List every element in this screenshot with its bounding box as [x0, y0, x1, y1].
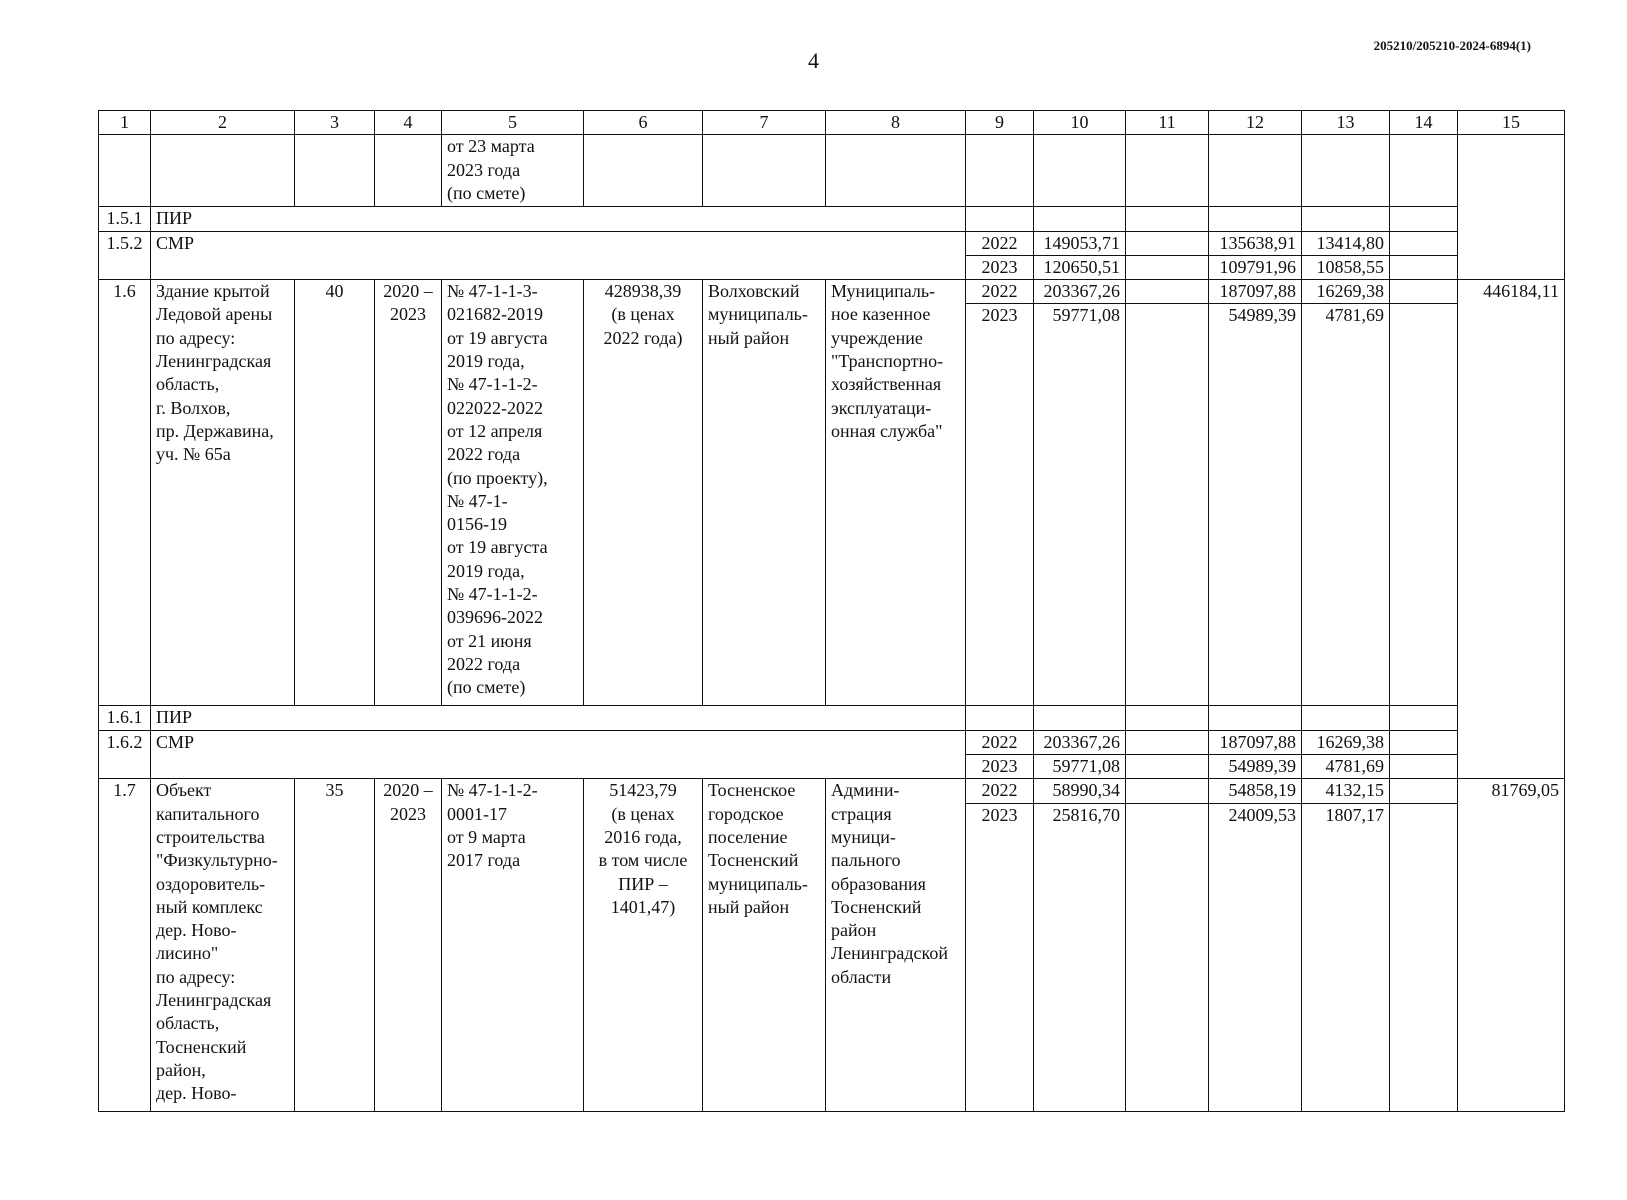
amount-cell: 54989,39 [1209, 755, 1302, 779]
expertise-conclusion-cell: № 47-1-1-3- 021682-2019 от 19 августа 2019 года, № 47-1-1-2- 022022-2022 от 12 апреля 2022 года (по проекту), № 47-1- 0156-19 от 19 августа 2019 года, № 47-1-1-2- 039696-2022 от 21 июня 2022 года (по смете) [442, 280, 584, 706]
municipality-cell: Волховский муниципаль- ный район [703, 280, 826, 706]
period-cell: 2020 – 2023 [375, 779, 442, 1111]
amount-cell: 13414,80 [1302, 231, 1390, 255]
amount-cell: 25816,70 [1034, 803, 1126, 1111]
capacity-cell: 40 [295, 280, 375, 706]
period-cell: 2020 – 2023 [375, 280, 442, 706]
amount-cell: 24009,53 [1209, 803, 1302, 1111]
row-number: 1.6 [99, 280, 151, 706]
header-cell: 14 [1390, 111, 1458, 135]
subitem-label: ПИР [151, 207, 966, 231]
header-cell: 2 [151, 111, 295, 135]
amount-cell: 187097,88 [1209, 280, 1302, 304]
amount-cell: 1807,17 [1302, 803, 1390, 1111]
header-cell: 12 [1209, 111, 1302, 135]
header-cell: 11 [1126, 111, 1209, 135]
header-cell: 3 [295, 111, 375, 135]
year-cell: 2022 [966, 779, 1034, 803]
amount-cell: 149053,71 [1034, 231, 1126, 255]
year-cell: 2022 [966, 280, 1034, 304]
header-cell: 15 [1458, 111, 1565, 135]
amount-cell: 4132,15 [1302, 779, 1390, 803]
total-cell [1458, 135, 1565, 280]
header-cell: 5 [442, 111, 584, 135]
total-cell: 81769,05 [1458, 779, 1565, 1111]
object-name-cell: Здание крытой Ледовой арены по адресу: Ленинградская область, г. Волхов, пр. Державина, уч. № 65а [151, 280, 295, 706]
year-cell: 2023 [966, 803, 1034, 1111]
table-row [99, 280, 1565, 304]
amount-cell: 187097,88 [1209, 730, 1302, 754]
table-row [99, 706, 1565, 730]
page-number: 4 [808, 48, 819, 73]
year-cell: 2023 [966, 755, 1034, 779]
amount-cell: 59771,08 [1034, 304, 1126, 706]
amount-cell: 59771,08 [1034, 755, 1126, 779]
table-row [99, 207, 1565, 231]
table-row [99, 779, 1565, 803]
amount-cell: 4781,69 [1302, 304, 1390, 706]
amount-cell: 10858,55 [1302, 255, 1390, 279]
amount-cell: 4781,69 [1302, 755, 1390, 779]
amount-cell: 109791,96 [1209, 255, 1302, 279]
expertise-conclusion-cell: от 23 марта 2023 года (по смете) [442, 135, 584, 207]
amount-cell: 54858,19 [1209, 779, 1302, 803]
year-cell: 2022 [966, 730, 1034, 754]
customer-cell: Админи- страция муници- пального образования Тосненский район Ленинградской области [826, 779, 966, 1111]
header-cell: 1 [99, 111, 151, 135]
year-cell: 2023 [966, 304, 1034, 706]
estimated-cost-cell: 51423,79 (в ценах 2016 года, в том числе ПИР – 1401,47) [584, 779, 703, 1111]
header-cell: 4 [375, 111, 442, 135]
subitem-label: СМР [151, 231, 966, 280]
year-cell: 2023 [966, 255, 1034, 279]
total-cell: 446184,11 [1458, 280, 1565, 779]
header-cell: 6 [584, 111, 703, 135]
amount-cell: 54989,39 [1209, 304, 1302, 706]
amount-cell: 16269,38 [1302, 280, 1390, 304]
program-table [98, 110, 1565, 1112]
subitem-label: ПИР [151, 706, 966, 730]
table-row [99, 135, 1565, 207]
amount-cell: 203367,26 [1034, 730, 1126, 754]
amount-cell: 135638,91 [1209, 231, 1302, 255]
header-cell: 7 [703, 111, 826, 135]
subitem-label: СМР [151, 730, 966, 779]
amount-cell: 203367,26 [1034, 280, 1126, 304]
header-cell: 10 [1034, 111, 1126, 135]
year-cell: 2022 [966, 231, 1034, 255]
estimated-cost-cell: 428938,39 (в ценах 2022 года) [584, 280, 703, 706]
capacity-cell: 35 [295, 779, 375, 1111]
object-name-cell: Объект капитального строительства "Физкультурно- оздоровитель- ный комплекс дер. Ново- лисино" по адресу: Ленинградская область, Тосненский район, дер. Ново- [151, 779, 295, 1111]
amount-cell: 58990,34 [1034, 779, 1126, 803]
row-number: 1.6.2 [99, 730, 151, 779]
table-row [99, 730, 1565, 754]
row-number: 1.5.1 [99, 207, 151, 231]
document-id: 205210/205210-2024-6894(1) [1373, 38, 1531, 53]
amount-cell: 120650,51 [1034, 255, 1126, 279]
customer-cell: Муниципаль- ное казенное учреждение "Транспортно- хозяйственная эксплуатаци- онная служба" [826, 280, 966, 706]
row-number: 1.5.2 [99, 231, 151, 280]
amount-cell: 16269,38 [1302, 730, 1390, 754]
row-number: 1.6.1 [99, 706, 151, 730]
expertise-conclusion-cell: № 47-1-1-2- 0001-17 от 9 марта 2017 года [442, 779, 584, 1111]
row-number: 1.7 [99, 779, 151, 1111]
header-cell: 13 [1302, 111, 1390, 135]
municipality-cell: Тосненское городское поселение Тосненский муниципаль- ный район [703, 779, 826, 1111]
table-header-row [99, 111, 1565, 135]
table-row [99, 231, 1565, 255]
header-cell: 8 [826, 111, 966, 135]
header-cell: 9 [966, 111, 1034, 135]
